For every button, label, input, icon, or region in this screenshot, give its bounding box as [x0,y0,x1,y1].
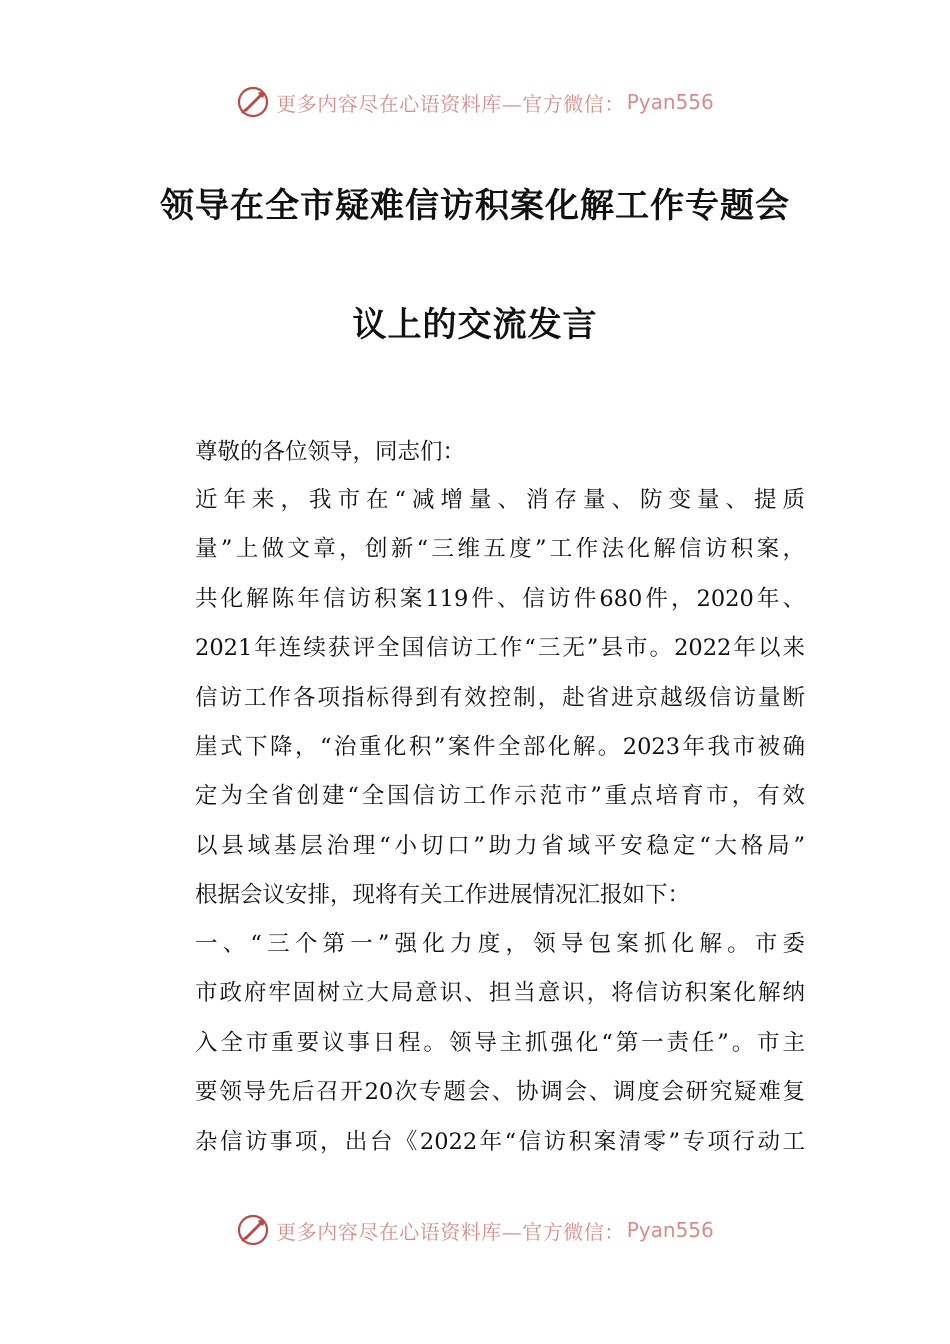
document-title-line-2: 议上的交流发言 [352,305,598,345]
quill-logo-icon [236,1213,270,1247]
watermark-wechat-id: Pyan556 [626,90,714,114]
watermark-text: 更多内容尽在心语资料库—官方微信： [276,91,625,116]
paragraph-line: 杂信访事项，出台《2022年“信访积案清零”专项行动工 [195,1128,805,1155]
paragraph-line: 近年来，我市在“减增量、消存量、防变量、提质 [195,487,805,513]
salutation: 尊敬的各位领导，同志们： [195,439,466,465]
paragraph-line: 信访工作各项指标得到有效控制，赴省进京越级信访量断 [195,684,805,711]
paragraph-line: 要领导先后召开20次专题会、协调会、调度会研究疑难复 [195,1079,805,1106]
watermark-header [0,82,950,122]
watermark-footer [0,1210,950,1250]
watermark-text: 更多内容尽在心语资料库—官方微信： [276,1219,625,1244]
quill-logo-icon [236,85,270,119]
watermark-wechat-id: Pyan556 [626,1218,714,1242]
paragraph-line: 定为全省创建“全国信访工作示范市”重点培育市，有效 [195,783,805,810]
paragraph-line: 崖式下降，“治重化积”案件全部化解。2023年我市被确 [195,734,805,761]
paragraph-line: 共化解陈年信访积案119件、信访件680件，2020年、 [195,585,805,612]
paragraph-line: 量”上做文章，创新“三维五度”工作法化解信访积案， [195,536,805,563]
paragraph-2 [145,920,805,1167]
document-title-line-1: 领导在全市疑难信访积案化解工作专题会 [160,186,790,226]
paragraph-line: 根据会议安排，现将有关工作进展情况汇报如下： [195,882,691,909]
paragraph-1 [145,476,805,921]
paragraph-line: 一、“三个第一”强化力度，领导包案抓化解。市委 [195,931,805,957]
paragraph-line: 以县域基层治理“小切口”助力省域平安稳定“大格局” [195,832,805,859]
paragraph-line: 2021年连续获评全国信访工作“三无”县市。2022年以来 [195,635,805,662]
paragraph-line: 市政府牢固树立大局意识、担当意识，将信访积案化解纳 [195,980,805,1007]
paragraph-line: 入全市重要议事日程。领导主抓强化“第一责任”。市主 [195,1029,805,1056]
